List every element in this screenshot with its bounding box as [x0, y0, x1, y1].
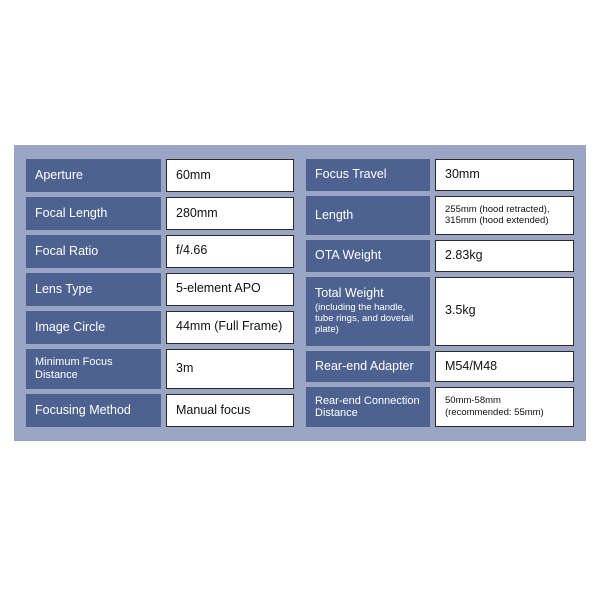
spec-column-right: [306, 159, 574, 427]
spec-label-text: Minimum Focus Distance: [35, 356, 113, 381]
table-row: [306, 159, 574, 191]
spec-value-rear-end-connection-distance: [435, 387, 574, 427]
spec-value-lens-type: [166, 273, 294, 306]
spec-label-text: Aperture: [35, 167, 83, 182]
table-row: [26, 349, 294, 390]
spec-value-text: M54/M48: [445, 358, 498, 373]
table-row: [306, 351, 574, 383]
spec-label-text: Rear-end Connection Distance: [315, 394, 420, 420]
spec-label-total-weight: [306, 277, 430, 346]
spec-value-text: 3.5kg: [445, 303, 476, 318]
table-row: [26, 273, 294, 306]
spec-value-text: Manual focus: [176, 402, 251, 417]
spec-value-length: [435, 196, 574, 236]
spec-label-text: Focusing Method: [35, 403, 131, 418]
spec-label-focusing-method: [26, 394, 161, 427]
spec-value-text-line2: (recommended: 55mm): [445, 407, 544, 419]
table-row: [26, 394, 294, 427]
spec-label-aperture: [26, 159, 161, 192]
spec-value-text-line1: 50mm-58mm: [445, 395, 501, 407]
specifications-panel: [14, 145, 586, 441]
table-row: [306, 277, 574, 346]
spec-label-rear-end-connection-distance: [306, 387, 430, 427]
spec-label-length: [306, 196, 430, 236]
table-row: [26, 197, 294, 230]
spec-value-rear-end-adapter: [435, 351, 574, 383]
table-row: [26, 311, 294, 344]
spec-label-minimum-focus-distance: [26, 349, 161, 390]
spec-value-text: 44mm (Full Frame): [176, 319, 283, 334]
spec-value-minimum-focus-distance: [166, 349, 294, 390]
spec-label-focus-travel: [306, 159, 430, 191]
spec-value-image-circle: [166, 311, 294, 344]
spec-label-text: Lens Type: [35, 281, 93, 296]
spec-value-text: 280mm: [176, 205, 218, 220]
spec-label-text: Focal Length: [35, 205, 108, 220]
table-row: [26, 235, 294, 268]
spec-value-text: 60mm: [176, 167, 211, 182]
spec-value-text-line2: 315mm (hood extended): [445, 215, 549, 227]
spec-value-focus-travel: [435, 159, 574, 191]
spec-value-focal-length: [166, 197, 294, 230]
table-row: [306, 196, 574, 236]
spec-label-lens-type: [26, 273, 161, 306]
spec-value-text: 5-element APO: [176, 281, 261, 296]
spec-label-focal-length: [26, 197, 161, 230]
spec-value-text: 3m: [176, 361, 194, 375]
spec-value-total-weight: [435, 277, 574, 346]
spec-label-subtext: (including the handle, tube rings, and dovetail plate): [315, 302, 414, 336]
table-row: [306, 240, 574, 272]
spec-value-ota-weight: [435, 240, 574, 272]
spec-label-text: OTA Weight: [315, 248, 382, 263]
table-row: [26, 159, 294, 192]
spec-label-rear-end-adapter: [306, 351, 430, 383]
spec-value-text: 30mm: [445, 166, 480, 181]
spec-value-aperture: [166, 159, 294, 192]
spec-value-text-line1: 255mm (hood retracted),: [445, 203, 550, 215]
spec-value-text: f/4.66: [176, 243, 208, 258]
spec-label-ota-weight: [306, 240, 430, 272]
spec-column-left: [26, 159, 294, 427]
spec-value-focusing-method: [166, 394, 294, 427]
spec-value-text: 2.83kg: [445, 248, 483, 263]
spec-label-text: Length: [315, 207, 354, 222]
table-row: [306, 387, 574, 427]
spec-label-image-circle: [26, 311, 161, 344]
spec-label-focal-ratio: [26, 235, 161, 268]
spec-label-text: Total Weight: [315, 286, 384, 301]
spec-value-focal-ratio: [166, 235, 294, 268]
spec-label-text: Rear-end Adapter: [315, 359, 414, 374]
spec-label-text: Focal Ratio: [35, 243, 99, 258]
spec-label-text: Image Circle: [35, 319, 106, 334]
spec-label-text: Focus Travel: [315, 167, 387, 182]
